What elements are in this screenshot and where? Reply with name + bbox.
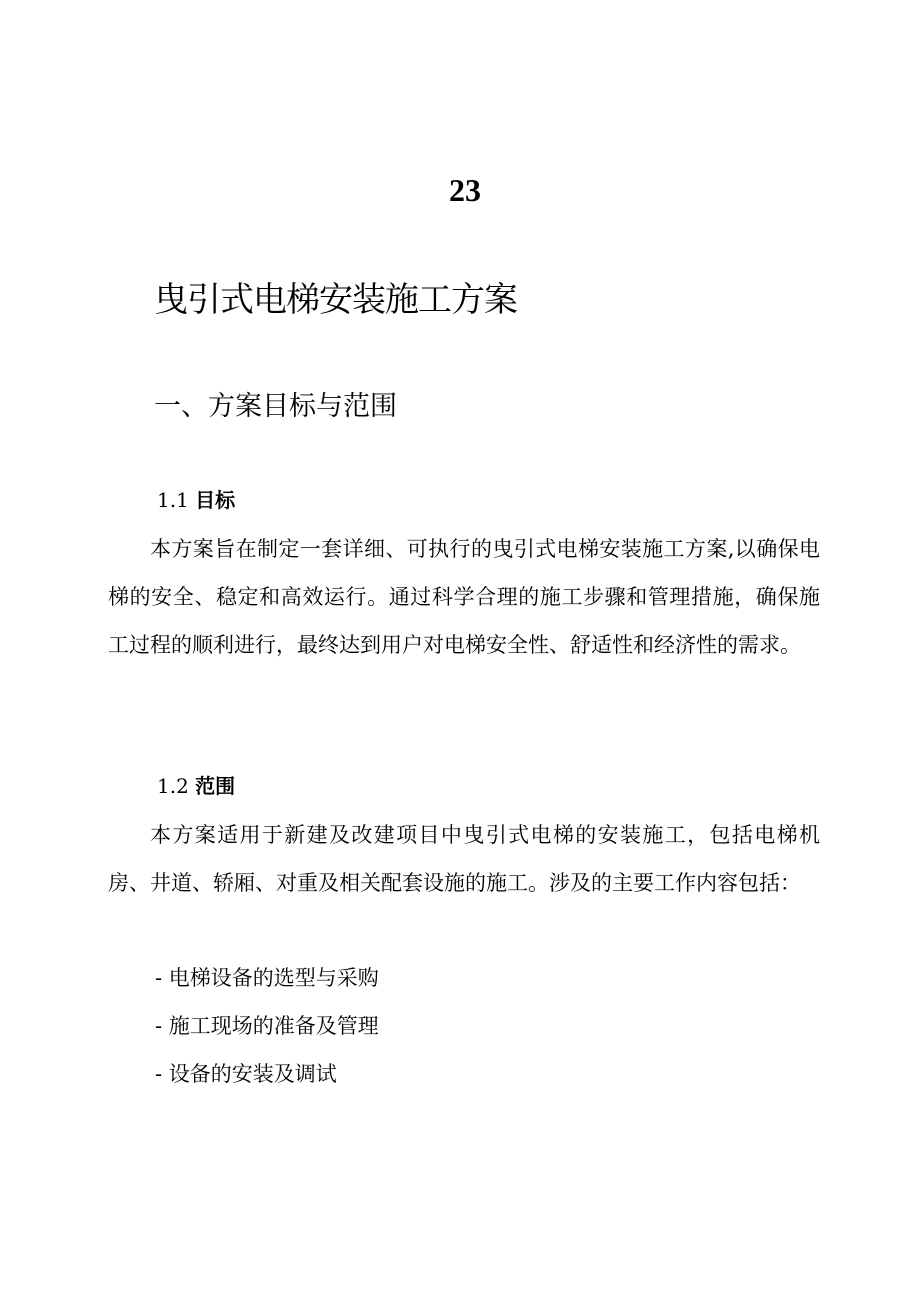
list-item: - 施工现场的准备及管理 xyxy=(155,1014,379,1038)
list-item: - 设备的安装及调试 xyxy=(155,1062,337,1086)
subheading-scope xyxy=(157,771,235,801)
goal-paragraph: 本方案旨在制定一套详细、可执行的曳引式电梯安装施工方案,以确保电梯的安全、稳定和高效运行。通过科学合理的施工步骤和管理措施，确保施工过程的顺利进行，最终达到用户对电梯安全性、舒适性和经济性的需求。 xyxy=(108,537,820,657)
section-heading: 一、方案目标与范围 xyxy=(154,391,397,422)
subheading-title: 范围 xyxy=(195,774,236,798)
subheading-number: 1.2 xyxy=(157,774,189,798)
subheading-goal xyxy=(157,485,235,515)
page-number: 23 xyxy=(449,172,481,208)
subheading-number: 1.1 xyxy=(157,488,189,512)
scope-paragraph: 本方案适用于新建及改建项目中曳引式电梯的安装施工，包括电梯机房、井道、轿厢、对重及相关配套设施的施工。涉及的主要工作内容包括： xyxy=(108,823,820,895)
subheading-title: 目标 xyxy=(195,488,236,512)
list-item: - 电梯设备的选型与采购 xyxy=(155,966,379,990)
document-title: 曳引式电梯安装施工方案 xyxy=(154,280,517,320)
